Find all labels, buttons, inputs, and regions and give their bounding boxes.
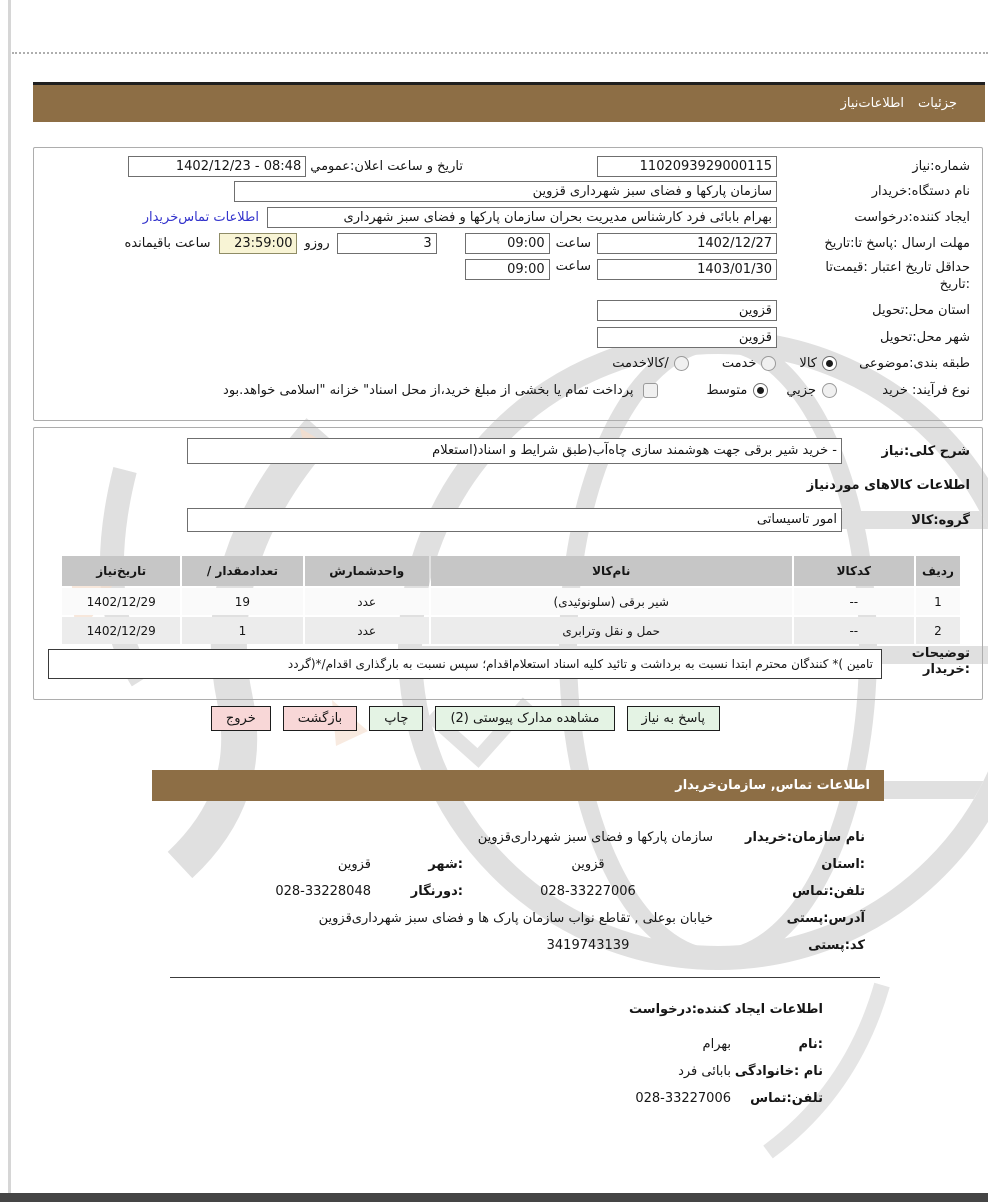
radio-dot	[826, 387, 833, 394]
contact-fax-label: :دورنگار	[410, 884, 463, 899]
contact-address-label: آدرس:پستی	[786, 911, 865, 926]
radio-dot	[757, 387, 764, 394]
cell-date: 1402/12/29	[62, 617, 180, 644]
cell-qty: 19	[182, 588, 302, 615]
delivery-province-label: استان محل:تحویل	[872, 303, 970, 318]
exit-button[interactable]: خروج	[211, 706, 271, 731]
view-attachments-button[interactable]: مشاهده مدارک پیوستی (2)	[435, 706, 614, 731]
tab-bar	[33, 82, 985, 122]
radio-medium[interactable]	[753, 383, 768, 398]
radio-minor[interactable]	[822, 383, 837, 398]
contact-section-header-text: اطلاعات تماس, سازمان‌خریدار	[675, 778, 870, 793]
treasury-checkbox[interactable]	[643, 383, 658, 398]
goods-group-label: گروه:کالا	[911, 512, 970, 528]
col-date: تاریخ‌نیاز	[62, 556, 180, 586]
contact-section-header	[152, 770, 884, 801]
org-field[interactable]: سازمان پارکها و فضای سبز شهرداری قزوین	[234, 181, 777, 202]
tab-need-info[interactable]: اطلاعات‌نیاز	[840, 96, 905, 111]
need-items-box	[33, 427, 983, 700]
creator-section-header: اطلاعات ایجاد کننده:درخواست	[629, 1002, 823, 1017]
buyer-notes-label-line2: :خریدار	[923, 662, 970, 677]
creator-first-name-label: :نام	[798, 1037, 823, 1052]
table-row	[62, 617, 960, 644]
cell-name: شیر برقی (سلونوئیدی)	[431, 588, 792, 615]
cell-date: 1402/12/29	[62, 588, 180, 615]
delivery-province-field[interactable]: قزوین	[597, 300, 777, 321]
need-number-label: شماره:نیاز	[912, 159, 970, 174]
items-section-header	[807, 478, 970, 493]
action-buttons	[211, 706, 720, 731]
announce-label: تاریخ و ساعت اعلان:عمومي	[310, 159, 463, 174]
contact-phone-value: 028-33227006	[540, 884, 636, 899]
items-table-wrap	[60, 554, 962, 646]
bottom-window-edge	[0, 1193, 988, 1202]
deadline-hour-label: ساعت	[555, 236, 591, 251]
remaining-time-field: 23:59:00	[219, 233, 297, 254]
col-name: نام‌کالا	[431, 556, 792, 586]
validity-label-line2: :تاریخ	[939, 277, 970, 292]
cell-row: 1	[916, 588, 960, 615]
process-type-label: نوع فرآیند: خرید	[882, 383, 970, 398]
validity-date-field[interactable]: 1403/01/30	[597, 259, 777, 280]
col-row: ردیف	[916, 556, 960, 586]
buyer-notes-label	[912, 646, 970, 678]
validity-time-field[interactable]: 09:00	[465, 259, 550, 280]
print-button[interactable]: چاپ	[369, 706, 423, 731]
org-label: نام دستگاه:خریدار	[871, 184, 970, 199]
contact-org-value: سازمان پارکها و فضای سبز شهرداری‌قزوین	[477, 830, 713, 845]
contact-province-value: قزوین	[571, 857, 605, 872]
buyer-notes-label-line1: توضیحات	[911, 646, 970, 661]
need-desc-field[interactable]: - خرید شیر برقی جهت هوشمند سازی چاه‌آب(طبق شرایط و اسناد(استعلام	[187, 438, 842, 464]
cell-qty: 1	[182, 617, 302, 644]
need-number-field[interactable]: 1102093929000115	[597, 156, 777, 177]
validity-hour-label: ساعت	[555, 259, 591, 274]
deadline-label: مهلت ارسال :پاسخ تا:تاریخ	[824, 236, 970, 251]
cell-row: 2	[916, 617, 960, 644]
validity-label-line1: حداقل تاریخ اعتبار :قیمت‌تا	[825, 260, 970, 275]
need-form-box	[33, 147, 983, 421]
contact-province-label: :استان	[821, 857, 865, 872]
page-left-edge	[8, 0, 11, 1202]
radio-goods-label: کالا	[799, 356, 817, 371]
radio-goods-service-label: /کالاخدمت	[612, 356, 669, 371]
days-field[interactable]: 3	[337, 233, 437, 254]
treasury-note: پرداخت تمام یا بخشی از مبلغ خرید،از محل اسناد" خزانه "اسلامی خواهد.بود	[223, 383, 634, 398]
creator-last-name-label: نام :خانوادگی	[734, 1064, 823, 1079]
remaining-label: ساعت باقیمانده	[124, 236, 211, 251]
items-section-header-text: اطلاعات کالاهای موردنیاز	[806, 478, 970, 493]
contact-postal-label: کد:پستی	[808, 938, 865, 953]
goods-group-field[interactable]: امور تاسیساتی	[187, 508, 842, 532]
cell-code: --	[794, 588, 914, 615]
contact-city-label: :شهر	[428, 857, 463, 872]
radio-goods-service[interactable]	[674, 356, 689, 371]
creator-last-name-value: بابائی فرد	[678, 1064, 731, 1079]
creator-first-name-value: بهرام	[702, 1037, 731, 1052]
request-creator-field[interactable]: بهرام بابائی فرد کارشناس مدیریت بحران سازمان پارکها و فضای سبز شهرداری	[267, 207, 777, 228]
creator-phone-label: تلفن:تماس	[750, 1091, 823, 1106]
category-label: طبقه بندی:موضوعی	[859, 356, 970, 371]
col-qty: تعدادمقدار /	[182, 556, 302, 586]
table-row	[62, 588, 960, 615]
days-label: روزو	[304, 236, 330, 251]
back-button[interactable]: بازگشت	[283, 706, 357, 731]
creator-phone-value: 028-33227006	[635, 1091, 731, 1106]
announce-field[interactable]: 1402/12/23 - 08:48	[128, 156, 306, 177]
radio-service[interactable]	[761, 356, 776, 371]
cell-code: --	[794, 617, 914, 644]
radio-dot	[765, 360, 772, 367]
respond-button[interactable]: پاسخ به نیاز	[627, 706, 721, 731]
cell-unit: عدد	[305, 617, 429, 644]
request-creator-label: ایجاد کننده:درخواست	[854, 210, 970, 225]
tab-details[interactable]: جزئیات	[918, 96, 957, 111]
radio-dot	[678, 360, 685, 367]
radio-dot	[826, 360, 833, 367]
buyer-notes-field[interactable]: تامین )* کنندگان محترم ابتدا نسبت به برداشت و تائید کلیه اسناد استعلام‌اقدام؛ سپس نسبت به بارگذاری اقدام/*(گردد	[48, 649, 882, 679]
radio-medium-label: متوسط	[706, 383, 748, 398]
col-unit: واحدشمارش	[305, 556, 429, 586]
items-header-row	[62, 556, 960, 586]
contact-org-label: نام سازمان:خریدار	[745, 830, 865, 845]
delivery-city-field[interactable]: قزوین	[597, 327, 777, 348]
deadline-time-field[interactable]: 09:00	[465, 233, 550, 254]
contact-address-value: خیابان بوعلی , تقاطع نواب سازمان پارک ها و فضای سبز شهرداری‌قزوین	[318, 911, 713, 926]
radio-minor-label: جزیي	[786, 383, 816, 398]
col-code: کدکالا	[794, 556, 914, 586]
delivery-city-label: شهر محل:تحویل	[880, 330, 970, 345]
contact-postal-value: 3419743139	[546, 938, 630, 953]
contact-fax-value: 028-33228048	[275, 884, 371, 899]
radio-goods[interactable]	[822, 356, 837, 371]
dotted-divider	[12, 52, 988, 54]
contact-city-value: قزوین	[337, 857, 371, 872]
buyer-contact-link[interactable]: اطلاعات تماس‌خریدار	[142, 210, 259, 225]
section-divider	[170, 977, 880, 978]
items-table	[60, 554, 962, 646]
radio-service-label: خدمت	[721, 356, 757, 371]
validity-label	[777, 259, 970, 293]
deadline-date-field[interactable]: 1402/12/27	[597, 233, 777, 254]
cell-name: حمل و نقل وترابری	[431, 617, 792, 644]
need-desc-label: شرح کلی:نیاز	[881, 443, 970, 459]
contact-phone-label: تلفن:تماس	[792, 884, 865, 899]
cell-unit: عدد	[305, 588, 429, 615]
